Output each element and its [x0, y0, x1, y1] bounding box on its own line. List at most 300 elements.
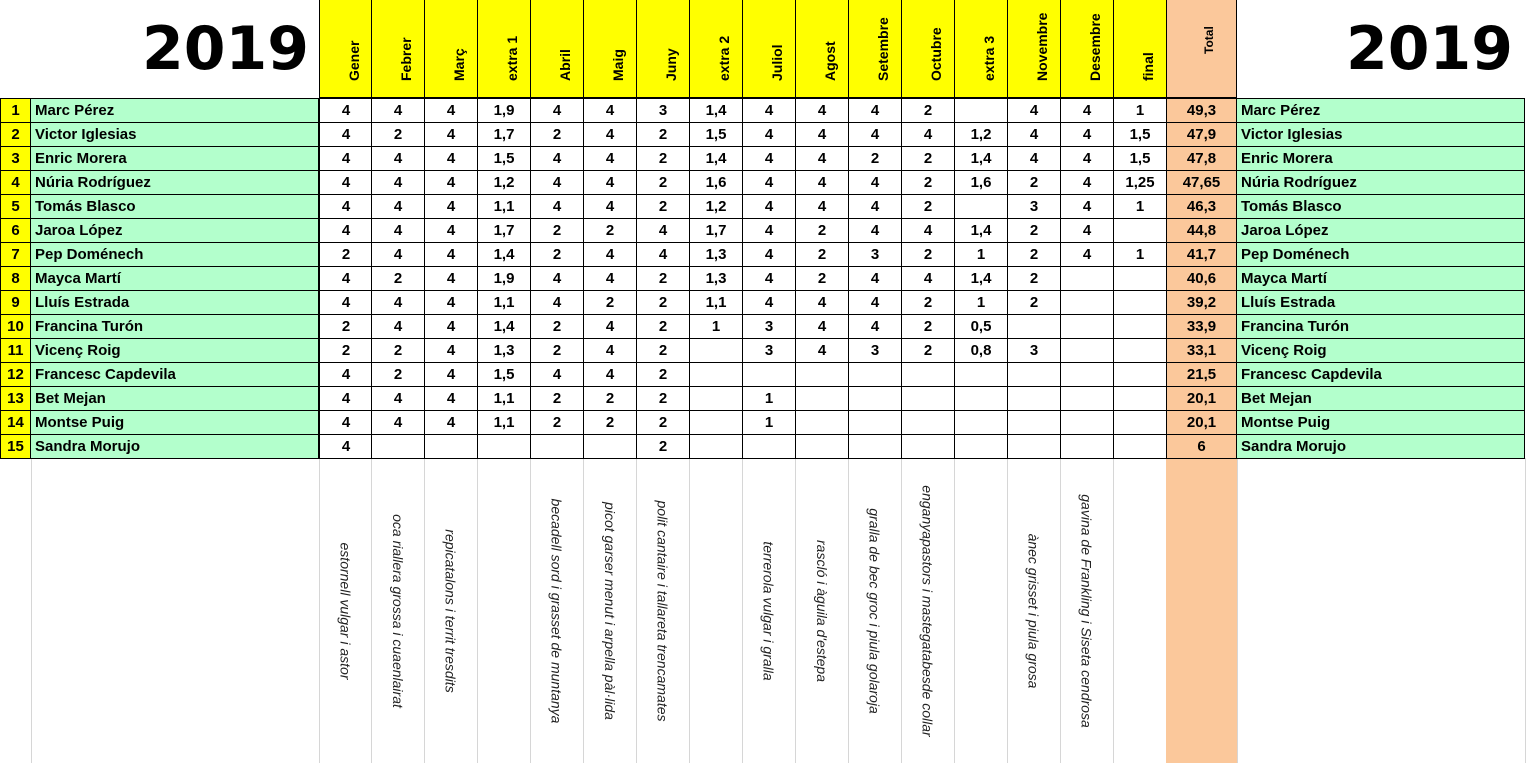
score-cell[interactable]: 1,1 [477, 410, 531, 435]
score-cell[interactable]: 4 [583, 242, 637, 267]
score-cell[interactable]: 1 [689, 314, 743, 339]
score-cell[interactable]: 4 [371, 98, 425, 123]
score-cell[interactable]: 1,25 [1113, 170, 1167, 195]
score-cell[interactable]: 4 [848, 266, 902, 291]
score-cell[interactable]: 1,1 [477, 290, 531, 315]
score-cell[interactable] [954, 98, 1008, 123]
score-cell[interactable]: 1,4 [689, 98, 743, 123]
score-cell[interactable]: 4 [1007, 98, 1061, 123]
score-cell[interactable] [795, 362, 849, 387]
score-cell[interactable]: 1 [954, 242, 1008, 267]
score-cell[interactable]: 2 [636, 266, 690, 291]
score-cell[interactable] [742, 434, 796, 459]
score-cell[interactable]: 1,3 [477, 338, 531, 363]
score-cell[interactable]: 2 [636, 386, 690, 411]
score-cell[interactable]: 1,9 [477, 98, 531, 123]
score-cell[interactable]: 2 [636, 410, 690, 435]
column-header-2[interactable] [424, 0, 478, 98]
participant-name[interactable]: Tomás Blasco [31, 194, 319, 219]
score-cell[interactable] [689, 386, 743, 411]
score-cell[interactable]: 0,8 [954, 338, 1008, 363]
score-cell[interactable]: 4 [583, 98, 637, 123]
score-cell[interactable]: 1,4 [689, 146, 743, 171]
score-cell[interactable]: 1,7 [477, 218, 531, 243]
score-cell[interactable]: 4 [371, 242, 425, 267]
score-cell[interactable]: 4 [848, 218, 902, 243]
score-cell[interactable] [1007, 386, 1061, 411]
score-cell[interactable]: 4 [742, 290, 796, 315]
total-cell[interactable]: 40,6 [1166, 266, 1237, 291]
score-cell[interactable] [954, 410, 1008, 435]
score-cell[interactable]: 4 [530, 290, 584, 315]
score-cell[interactable]: 2 [371, 362, 425, 387]
score-cell[interactable]: 1,6 [689, 170, 743, 195]
score-cell[interactable]: 4 [742, 98, 796, 123]
score-cell[interactable] [848, 362, 902, 387]
score-cell[interactable]: 4 [583, 170, 637, 195]
score-cell[interactable] [1113, 314, 1167, 339]
score-cell[interactable]: 1,5 [1113, 122, 1167, 147]
score-cell[interactable]: 2 [371, 266, 425, 291]
participant-name[interactable]: Vicenç Roig [31, 338, 319, 363]
score-cell[interactable]: 2 [530, 410, 584, 435]
score-cell[interactable]: 4 [371, 386, 425, 411]
total-header[interactable] [1166, 0, 1237, 98]
score-cell[interactable]: 4 [424, 362, 478, 387]
score-cell[interactable]: 1 [1113, 98, 1167, 123]
score-cell[interactable]: 4 [583, 362, 637, 387]
score-cell[interactable] [795, 386, 849, 411]
score-cell[interactable]: 1,4 [477, 242, 531, 267]
participant-name-right[interactable]: Núria Rodríguez [1237, 170, 1525, 195]
score-cell[interactable]: 2 [636, 170, 690, 195]
score-cell[interactable]: 4 [795, 170, 849, 195]
total-cell[interactable]: 44,8 [1166, 218, 1237, 243]
score-cell[interactable]: 2 [636, 146, 690, 171]
score-cell[interactable] [901, 434, 955, 459]
total-cell[interactable]: 46,3 [1166, 194, 1237, 219]
score-cell[interactable]: 4 [371, 410, 425, 435]
score-cell[interactable]: 4 [1007, 122, 1061, 147]
score-cell[interactable] [1007, 410, 1061, 435]
score-cell[interactable]: 4 [795, 98, 849, 123]
participant-name-right[interactable]: Marc Pérez [1237, 98, 1525, 123]
participant-name[interactable]: Lluís Estrada [31, 290, 319, 315]
participant-name-right[interactable]: Sandra Morujo [1237, 434, 1525, 459]
score-cell[interactable]: 1 [954, 290, 1008, 315]
score-cell[interactable]: 2 [636, 290, 690, 315]
score-cell[interactable]: 4 [795, 122, 849, 147]
score-cell[interactable] [1007, 362, 1061, 387]
score-cell[interactable]: 4 [319, 194, 373, 219]
score-cell[interactable]: 4 [636, 218, 690, 243]
score-cell[interactable]: 4 [636, 242, 690, 267]
column-header-11[interactable] [901, 0, 955, 98]
score-cell[interactable]: 1,7 [477, 122, 531, 147]
score-cell[interactable]: 1,3 [689, 266, 743, 291]
score-cell[interactable]: 4 [742, 122, 796, 147]
total-cell[interactable]: 20,1 [1166, 410, 1237, 435]
score-cell[interactable] [1060, 314, 1114, 339]
score-cell[interactable]: 4 [742, 194, 796, 219]
score-cell[interactable]: 2 [1007, 242, 1061, 267]
score-cell[interactable]: 4 [319, 170, 373, 195]
column-header-10[interactable] [848, 0, 902, 98]
score-cell[interactable]: 1 [742, 386, 796, 411]
score-cell[interactable]: 4 [424, 386, 478, 411]
score-cell[interactable]: 4 [371, 146, 425, 171]
score-cell[interactable]: 4 [795, 338, 849, 363]
score-cell[interactable]: 4 [424, 146, 478, 171]
participant-name-right[interactable]: Enric Morera [1237, 146, 1525, 171]
score-cell[interactable]: 4 [848, 314, 902, 339]
score-cell[interactable]: 2 [901, 242, 955, 267]
score-cell[interactable] [848, 386, 902, 411]
score-cell[interactable]: 1 [742, 410, 796, 435]
score-cell[interactable]: 4 [1060, 98, 1114, 123]
score-cell[interactable]: 2 [530, 218, 584, 243]
score-cell[interactable]: 4 [424, 242, 478, 267]
score-cell[interactable] [1060, 338, 1114, 363]
score-cell[interactable]: 3 [1007, 194, 1061, 219]
score-cell[interactable]: 2 [1007, 170, 1061, 195]
score-cell[interactable]: 2 [1007, 266, 1061, 291]
column-header-7[interactable] [689, 0, 743, 98]
score-cell[interactable]: 2 [901, 170, 955, 195]
score-cell[interactable] [1060, 434, 1114, 459]
total-cell[interactable]: 49,3 [1166, 98, 1237, 123]
total-cell[interactable]: 39,2 [1166, 290, 1237, 315]
score-cell[interactable]: 4 [901, 122, 955, 147]
score-cell[interactable]: 4 [848, 122, 902, 147]
score-cell[interactable]: 2 [901, 290, 955, 315]
score-cell[interactable]: 4 [901, 218, 955, 243]
score-cell[interactable]: 4 [424, 194, 478, 219]
column-header-1[interactable] [371, 0, 425, 98]
column-header-15[interactable] [1113, 0, 1167, 98]
participant-name[interactable]: Marc Pérez [31, 98, 319, 123]
total-cell[interactable]: 33,1 [1166, 338, 1237, 363]
score-cell[interactable] [689, 338, 743, 363]
column-header-14[interactable] [1060, 0, 1114, 98]
score-cell[interactable] [848, 410, 902, 435]
participant-name[interactable]: Victor Iglesias [31, 122, 319, 147]
score-cell[interactable]: 2 [636, 122, 690, 147]
score-cell[interactable]: 2 [901, 98, 955, 123]
score-cell[interactable]: 1,4 [954, 146, 1008, 171]
score-cell[interactable]: 4 [742, 218, 796, 243]
participant-name-right[interactable]: Montse Puig [1237, 410, 1525, 435]
score-cell[interactable]: 4 [795, 146, 849, 171]
score-cell[interactable] [1007, 434, 1061, 459]
score-cell[interactable]: 4 [319, 122, 373, 147]
score-cell[interactable]: 2 [530, 338, 584, 363]
participant-name[interactable]: Francesc Capdevila [31, 362, 319, 387]
score-cell[interactable]: 2 [319, 314, 373, 339]
participant-name-right[interactable]: Bet Mejan [1237, 386, 1525, 411]
score-cell[interactable]: 1 [1113, 242, 1167, 267]
participant-name[interactable]: Núria Rodríguez [31, 170, 319, 195]
score-cell[interactable]: 4 [319, 146, 373, 171]
score-cell[interactable]: 4 [530, 194, 584, 219]
score-cell[interactable]: 2 [319, 338, 373, 363]
score-cell[interactable]: 1 [1113, 194, 1167, 219]
participant-name[interactable]: Sandra Morujo [31, 434, 319, 459]
score-cell[interactable]: 1,1 [477, 386, 531, 411]
score-cell[interactable]: 4 [424, 170, 478, 195]
score-cell[interactable] [1113, 386, 1167, 411]
score-cell[interactable]: 2 [795, 218, 849, 243]
participant-name[interactable]: Francina Turón [31, 314, 319, 339]
score-cell[interactable]: 4 [319, 386, 373, 411]
score-cell[interactable]: 2 [530, 314, 584, 339]
score-cell[interactable]: 4 [742, 266, 796, 291]
score-cell[interactable]: 1,5 [477, 362, 531, 387]
score-cell[interactable]: 2 [636, 434, 690, 459]
score-cell[interactable]: 4 [530, 362, 584, 387]
score-cell[interactable]: 2 [530, 242, 584, 267]
score-cell[interactable] [901, 362, 955, 387]
score-cell[interactable]: 3 [636, 98, 690, 123]
score-cell[interactable]: 1,4 [954, 218, 1008, 243]
column-header-0[interactable] [319, 0, 373, 98]
score-cell[interactable]: 1,3 [689, 242, 743, 267]
participant-name-right[interactable]: Lluís Estrada [1237, 290, 1525, 315]
score-cell[interactable]: 2 [901, 194, 955, 219]
total-cell[interactable]: 6 [1166, 434, 1237, 459]
score-cell[interactable] [1113, 362, 1167, 387]
score-cell[interactable]: 2 [583, 410, 637, 435]
score-cell[interactable]: 4 [901, 266, 955, 291]
score-cell[interactable] [954, 386, 1008, 411]
participant-name[interactable]: Pep Doménech [31, 242, 319, 267]
score-cell[interactable]: 4 [583, 146, 637, 171]
score-cell[interactable]: 4 [319, 98, 373, 123]
score-cell[interactable]: 2 [901, 314, 955, 339]
score-cell[interactable]: 1,2 [954, 122, 1008, 147]
score-cell[interactable]: 0,5 [954, 314, 1008, 339]
participant-name-right[interactable]: Jaroa López [1237, 218, 1525, 243]
score-cell[interactable] [689, 362, 743, 387]
score-cell[interactable]: 4 [1060, 146, 1114, 171]
total-cell[interactable]: 47,65 [1166, 170, 1237, 195]
score-cell[interactable] [530, 434, 584, 459]
score-cell[interactable]: 4 [742, 170, 796, 195]
participant-name-right[interactable]: Victor Iglesias [1237, 122, 1525, 147]
score-cell[interactable]: 4 [1060, 242, 1114, 267]
column-header-3[interactable] [477, 0, 531, 98]
score-cell[interactable] [1113, 434, 1167, 459]
score-cell[interactable]: 4 [742, 146, 796, 171]
score-cell[interactable]: 4 [424, 266, 478, 291]
total-cell[interactable]: 21,5 [1166, 362, 1237, 387]
score-cell[interactable] [1060, 386, 1114, 411]
score-cell[interactable]: 4 [530, 170, 584, 195]
participant-name-right[interactable]: Mayca Martí [1237, 266, 1525, 291]
score-cell[interactable]: 4 [1007, 146, 1061, 171]
score-cell[interactable]: 2 [371, 338, 425, 363]
score-cell[interactable]: 1,9 [477, 266, 531, 291]
score-cell[interactable]: 3 [1007, 338, 1061, 363]
score-cell[interactable]: 4 [319, 290, 373, 315]
score-cell[interactable]: 4 [530, 98, 584, 123]
score-cell[interactable]: 4 [1060, 194, 1114, 219]
score-cell[interactable]: 4 [795, 194, 849, 219]
total-cell[interactable]: 41,7 [1166, 242, 1237, 267]
score-cell[interactable]: 4 [530, 266, 584, 291]
column-header-8[interactable] [742, 0, 796, 98]
column-header-6[interactable] [636, 0, 690, 98]
participant-name-right[interactable]: Pep Doménech [1237, 242, 1525, 267]
score-cell[interactable] [901, 386, 955, 411]
score-cell[interactable]: 2 [636, 194, 690, 219]
score-cell[interactable]: 4 [795, 290, 849, 315]
score-cell[interactable] [954, 434, 1008, 459]
participant-name[interactable]: Enric Morera [31, 146, 319, 171]
score-cell[interactable] [689, 410, 743, 435]
total-cell[interactable]: 20,1 [1166, 386, 1237, 411]
score-cell[interactable]: 4 [583, 194, 637, 219]
score-cell[interactable]: 1,7 [689, 218, 743, 243]
score-cell[interactable] [371, 434, 425, 459]
score-cell[interactable]: 1,1 [689, 290, 743, 315]
score-cell[interactable]: 4 [583, 122, 637, 147]
score-cell[interactable]: 4 [583, 266, 637, 291]
score-cell[interactable] [954, 362, 1008, 387]
score-cell[interactable]: 1,5 [1113, 146, 1167, 171]
participant-name-right[interactable]: Francesc Capdevila [1237, 362, 1525, 387]
total-cell[interactable]: 47,9 [1166, 122, 1237, 147]
score-cell[interactable]: 4 [371, 290, 425, 315]
score-cell[interactable]: 4 [424, 410, 478, 435]
column-header-9[interactable] [795, 0, 849, 98]
score-cell[interactable]: 1,4 [477, 314, 531, 339]
score-cell[interactable] [1060, 290, 1114, 315]
score-cell[interactable]: 2 [795, 266, 849, 291]
score-cell[interactable]: 2 [636, 362, 690, 387]
score-cell[interactable]: 4 [530, 146, 584, 171]
score-cell[interactable]: 1,6 [954, 170, 1008, 195]
participant-name[interactable]: Jaroa López [31, 218, 319, 243]
score-cell[interactable]: 4 [371, 218, 425, 243]
score-cell[interactable]: 4 [1060, 218, 1114, 243]
score-cell[interactable]: 2 [901, 338, 955, 363]
score-cell[interactable]: 4 [848, 170, 902, 195]
participant-name-right[interactable]: Francina Turón [1237, 314, 1525, 339]
score-cell[interactable]: 4 [424, 98, 478, 123]
score-cell[interactable]: 4 [583, 314, 637, 339]
score-cell[interactable]: 4 [371, 314, 425, 339]
score-cell[interactable]: 2 [319, 242, 373, 267]
score-cell[interactable]: 2 [901, 146, 955, 171]
score-cell[interactable] [954, 194, 1008, 219]
score-cell[interactable]: 4 [848, 290, 902, 315]
total-cell[interactable]: 33,9 [1166, 314, 1237, 339]
score-cell[interactable]: 4 [371, 194, 425, 219]
score-cell[interactable] [1113, 410, 1167, 435]
score-cell[interactable]: 4 [742, 242, 796, 267]
score-cell[interactable]: 2 [1007, 218, 1061, 243]
score-cell[interactable]: 2 [583, 290, 637, 315]
score-cell[interactable] [1060, 410, 1114, 435]
score-cell[interactable]: 1,2 [689, 194, 743, 219]
score-cell[interactable] [901, 410, 955, 435]
score-cell[interactable]: 4 [319, 266, 373, 291]
score-cell[interactable]: 2 [530, 386, 584, 411]
score-cell[interactable]: 2 [636, 314, 690, 339]
score-cell[interactable]: 2 [848, 146, 902, 171]
column-header-12[interactable] [954, 0, 1008, 98]
score-cell[interactable] [795, 410, 849, 435]
score-cell[interactable]: 1,5 [477, 146, 531, 171]
participant-name-right[interactable]: Vicenç Roig [1237, 338, 1525, 363]
score-cell[interactable]: 1,5 [689, 122, 743, 147]
score-cell[interactable]: 4 [319, 434, 373, 459]
score-cell[interactable] [689, 434, 743, 459]
column-header-4[interactable] [530, 0, 584, 98]
column-header-13[interactable] [1007, 0, 1061, 98]
score-cell[interactable]: 1,4 [954, 266, 1008, 291]
score-cell[interactable]: 4 [848, 194, 902, 219]
score-cell[interactable] [1113, 338, 1167, 363]
score-cell[interactable]: 3 [742, 314, 796, 339]
score-cell[interactable] [1007, 314, 1061, 339]
score-cell[interactable]: 2 [1007, 290, 1061, 315]
score-cell[interactable] [1113, 218, 1167, 243]
score-cell[interactable]: 3 [848, 242, 902, 267]
score-cell[interactable] [424, 434, 478, 459]
score-cell[interactable]: 3 [742, 338, 796, 363]
score-cell[interactable] [1113, 266, 1167, 291]
score-cell[interactable]: 4 [319, 410, 373, 435]
score-cell[interactable]: 4 [424, 338, 478, 363]
score-cell[interactable]: 2 [795, 242, 849, 267]
score-cell[interactable] [1060, 266, 1114, 291]
score-cell[interactable]: 4 [371, 170, 425, 195]
score-cell[interactable]: 4 [424, 218, 478, 243]
score-cell[interactable]: 4 [1060, 170, 1114, 195]
column-header-5[interactable] [583, 0, 637, 98]
score-cell[interactable]: 2 [530, 122, 584, 147]
score-cell[interactable] [742, 362, 796, 387]
score-cell[interactable]: 1,1 [477, 194, 531, 219]
score-cell[interactable]: 2 [371, 122, 425, 147]
score-cell[interactable]: 4 [319, 218, 373, 243]
score-cell[interactable]: 2 [583, 218, 637, 243]
score-cell[interactable] [848, 434, 902, 459]
score-cell[interactable]: 4 [424, 314, 478, 339]
score-cell[interactable]: 4 [795, 314, 849, 339]
score-cell[interactable]: 4 [583, 338, 637, 363]
score-cell[interactable]: 4 [1060, 122, 1114, 147]
score-cell[interactable]: 2 [636, 338, 690, 363]
score-cell[interactable] [477, 434, 531, 459]
score-cell[interactable] [583, 434, 637, 459]
participant-name[interactable]: Montse Puig [31, 410, 319, 435]
total-cell[interactable]: 47,8 [1166, 146, 1237, 171]
participant-name[interactable]: Mayca Martí [31, 266, 319, 291]
score-cell[interactable] [1113, 290, 1167, 315]
score-cell[interactable]: 4 [424, 290, 478, 315]
score-cell[interactable] [1060, 362, 1114, 387]
score-cell[interactable]: 1,2 [477, 170, 531, 195]
score-cell[interactable]: 4 [319, 362, 373, 387]
participant-name-right[interactable]: Tomás Blasco [1237, 194, 1525, 219]
score-cell[interactable]: 3 [848, 338, 902, 363]
score-cell[interactable]: 2 [583, 386, 637, 411]
score-cell[interactable]: 4 [424, 122, 478, 147]
score-cell[interactable]: 4 [848, 98, 902, 123]
